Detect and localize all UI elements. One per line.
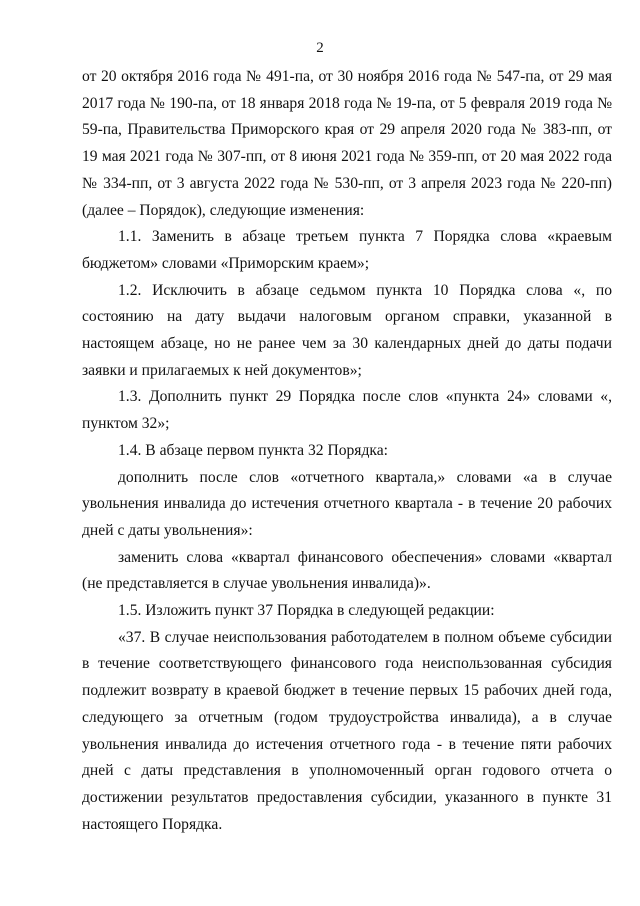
document-body [82,64,612,838]
paragraph-1-2: 1.2. Исключить в абзаце седьмом пункта 10 Порядка слова «, по состоянию на дату выдачи налоговым органом справки, указанной в настоящем абзаце, но не ранее чем за 30 календарных дней до даты подачи заявки и прилагаемых к ней документов»; [82,281,612,379]
paragraph-1-4-add: дополнить после слов «отчетного квартала,» словами «а в случае увольнения инвалида до истечения отчетного квартала - в течение 20 рабочих дней с даты увольнения»: [82,468,612,539]
paragraph-1-3: 1.3. Дополнить пункт 29 Порядка после слов «пункта 24» словами «, пунктом 32»; [82,388,612,433]
paragraph-1-4-replace: заменить слова «квартал финансового обеспечения» словами «квартал (не представляется в случае увольнения инвалида)». [82,548,612,593]
page-number: 2 [316,40,324,56]
paragraph-1-1: 1.1. Заменить в абзаце третьем пункта 7 Порядка слова «краевым бюджетом» словами «Приморским краем»; [82,228,612,272]
paragraph-1-5: 1.5. Изложить пункт 37 Порядка в следующей редакции: [118,602,495,620]
paragraph-1-4: 1.4. В абзаце первом пункта 32 Порядка: [118,441,389,459]
paragraph-37-new-text: «37. В случае неиспользования работодателем в полном объеме субсидии в течение соответствующего финансового года неиспользованная субсидия подлежит возврату в краевой бюджет в течение первых 15 рабочих дней года, следующего за отчетным (годом трудоустройства инвалида), а в случае увольнения инвалида до истечения отчетного года - в течение пяти рабочих дней с даты представления в уполномоченный орган годового отчета о достижении результатов предоставления субсидии, указанного в пункте 31 настоящего Порядка. [82,628,612,833]
paragraph-amendments-intro: от 20 октября 2016 года № 491-па, от 30 ноября 2016 года № 547-па, от 29 мая 2017 года № 190-па, от 18 января 2018 года № 19-па, от 5 февраля 2019 года № 59-па, Правительства Приморского края от 29 апреля 2020 года № 383-пп, от 19 мая 2021 года № 307-пп, от 8 июня 2021 года № 359-пп, от 20 мая 2022 года № 334-пп, от 3 августа 2022 года № 530-пп, от 3 апреля 2023 года № 220-пп) (далее – Порядок), следующие изменения: [82,68,612,219]
